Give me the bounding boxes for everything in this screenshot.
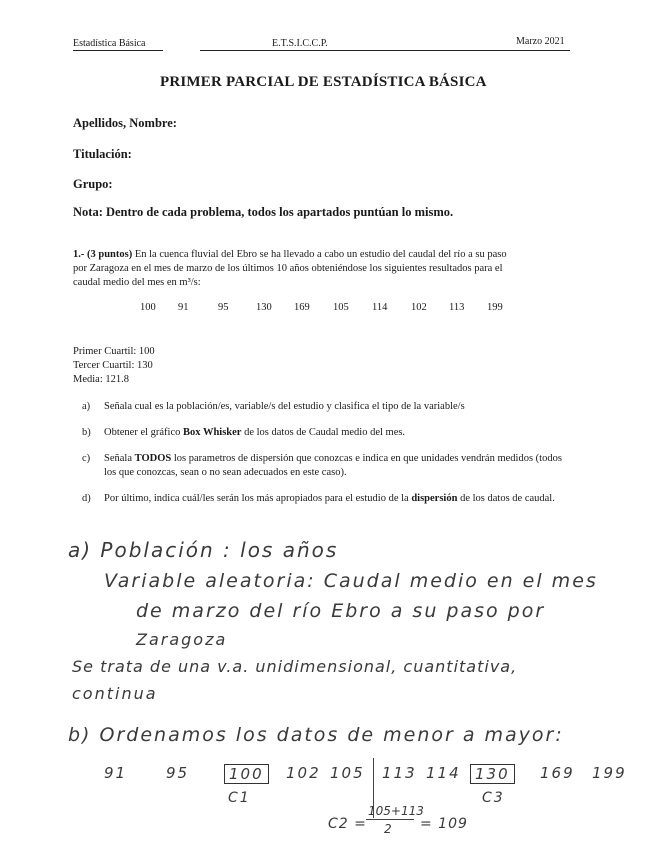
problem-intro-line1	[73, 247, 507, 262]
question-text: Señala TODOS los parametros de dispersión que conozcas e indica en que unidades vendrán medidos (todos los que conozcas, sean o no sean adecuados en este caso).	[104, 453, 562, 478]
exam-title: PRIMER PARCIAL DE ESTADÍSTICA BÁSICA	[160, 74, 487, 90]
name-field-label: Apellidos, Nombre:	[73, 116, 177, 130]
question-text: Señala cual es la población/es, variable/s del estudio y clasifica el tipo de la variable/s	[104, 401, 465, 412]
c2-denominator: 2	[384, 822, 394, 836]
hand-a-line1: a) Población : los años	[68, 538, 339, 562]
mean: Media: 121.8	[73, 374, 129, 385]
sorted-value: 169	[540, 764, 575, 782]
sorted-value-quartile: 100	[224, 764, 269, 784]
sorted-value: 114	[426, 764, 461, 782]
data-value: 113	[449, 302, 465, 313]
hand-a-line4: Zaragoza	[136, 630, 228, 649]
first-quartile: Primer Cuartil: 100	[73, 346, 155, 357]
data-value: 100	[140, 302, 156, 313]
header-center: E.T.S.I.C.C.P.	[272, 38, 328, 49]
hand-a-line6: continua	[72, 684, 158, 703]
question-label: a)	[82, 401, 91, 412]
degree-field-label: Titulación:	[73, 147, 132, 161]
c2-prefix: C2 =	[328, 816, 367, 832]
group-field-label: Grupo:	[73, 177, 113, 191]
sorted-value: 91	[104, 764, 128, 782]
data-value: 102	[411, 302, 427, 313]
problem-intro-line2: por Zaragoza en el mes de marzo de los últimos 10 años obteniéndose los siguientes resultados para el	[73, 263, 503, 274]
third-quartile: Tercer Cuartil: 130	[73, 360, 153, 371]
c1-label: C1	[228, 790, 251, 806]
c2-result: = 109	[420, 816, 468, 832]
note: Nota: Dentro de cada problema, todos los apartados puntúan lo mismo.	[73, 205, 454, 219]
question-label: d)	[82, 493, 91, 504]
sorted-value: 95	[166, 764, 190, 782]
problem-points: 1.- (3 puntos)	[73, 249, 133, 260]
question-text: Obtener el gráfico Box Whisker de los datos de Caudal medio del mes.	[104, 427, 406, 438]
sorted-value: 113	[382, 764, 417, 782]
c2-fraction-bar	[366, 819, 414, 820]
header-rule-left	[73, 50, 163, 51]
c3-label: C3	[482, 790, 505, 806]
problem-intro-line3: caudal medio del mes en m³/s:	[73, 277, 201, 288]
sorted-value-quartile: 130	[470, 764, 515, 784]
hand-b-line1: b) Ordenamos los datos de menor a mayor:	[68, 724, 564, 746]
sorted-value: 199	[592, 764, 627, 782]
header-right: Marzo 2021	[516, 36, 565, 47]
data-value: 130	[256, 302, 272, 313]
question-text: Por último, indica cuál/les serán los más apropiados para el estudio de la dispersión de los datos de caudal.	[104, 493, 555, 504]
header-left: Estadística Básica	[73, 38, 146, 49]
data-value: 114	[372, 302, 388, 313]
problem-intro-text1: En la cuenca fluvial del Ebro se ha llevado a cabo un estudio del caudal del río a su paso	[134, 249, 507, 260]
c2-numerator: 105+113	[368, 804, 424, 818]
data-value: 95	[218, 302, 229, 313]
hand-a-line2: Variable aleatoria: Caudal medio en el mes	[104, 570, 598, 592]
question-label: b)	[82, 427, 91, 438]
sorted-value: 105	[330, 764, 365, 782]
data-value: 199	[487, 302, 503, 313]
sorted-value: 102	[286, 764, 321, 782]
data-value: 105	[333, 302, 349, 313]
hand-a-line3: de marzo del río Ebro a su paso por	[136, 600, 546, 622]
header-rule-right	[200, 50, 570, 51]
data-value: 169	[294, 302, 310, 313]
data-value: 91	[178, 302, 189, 313]
hand-a-line5: Se trata de una v.a. unidimensional, cuantitativa,	[72, 657, 518, 676]
question-label: c)	[82, 453, 91, 464]
